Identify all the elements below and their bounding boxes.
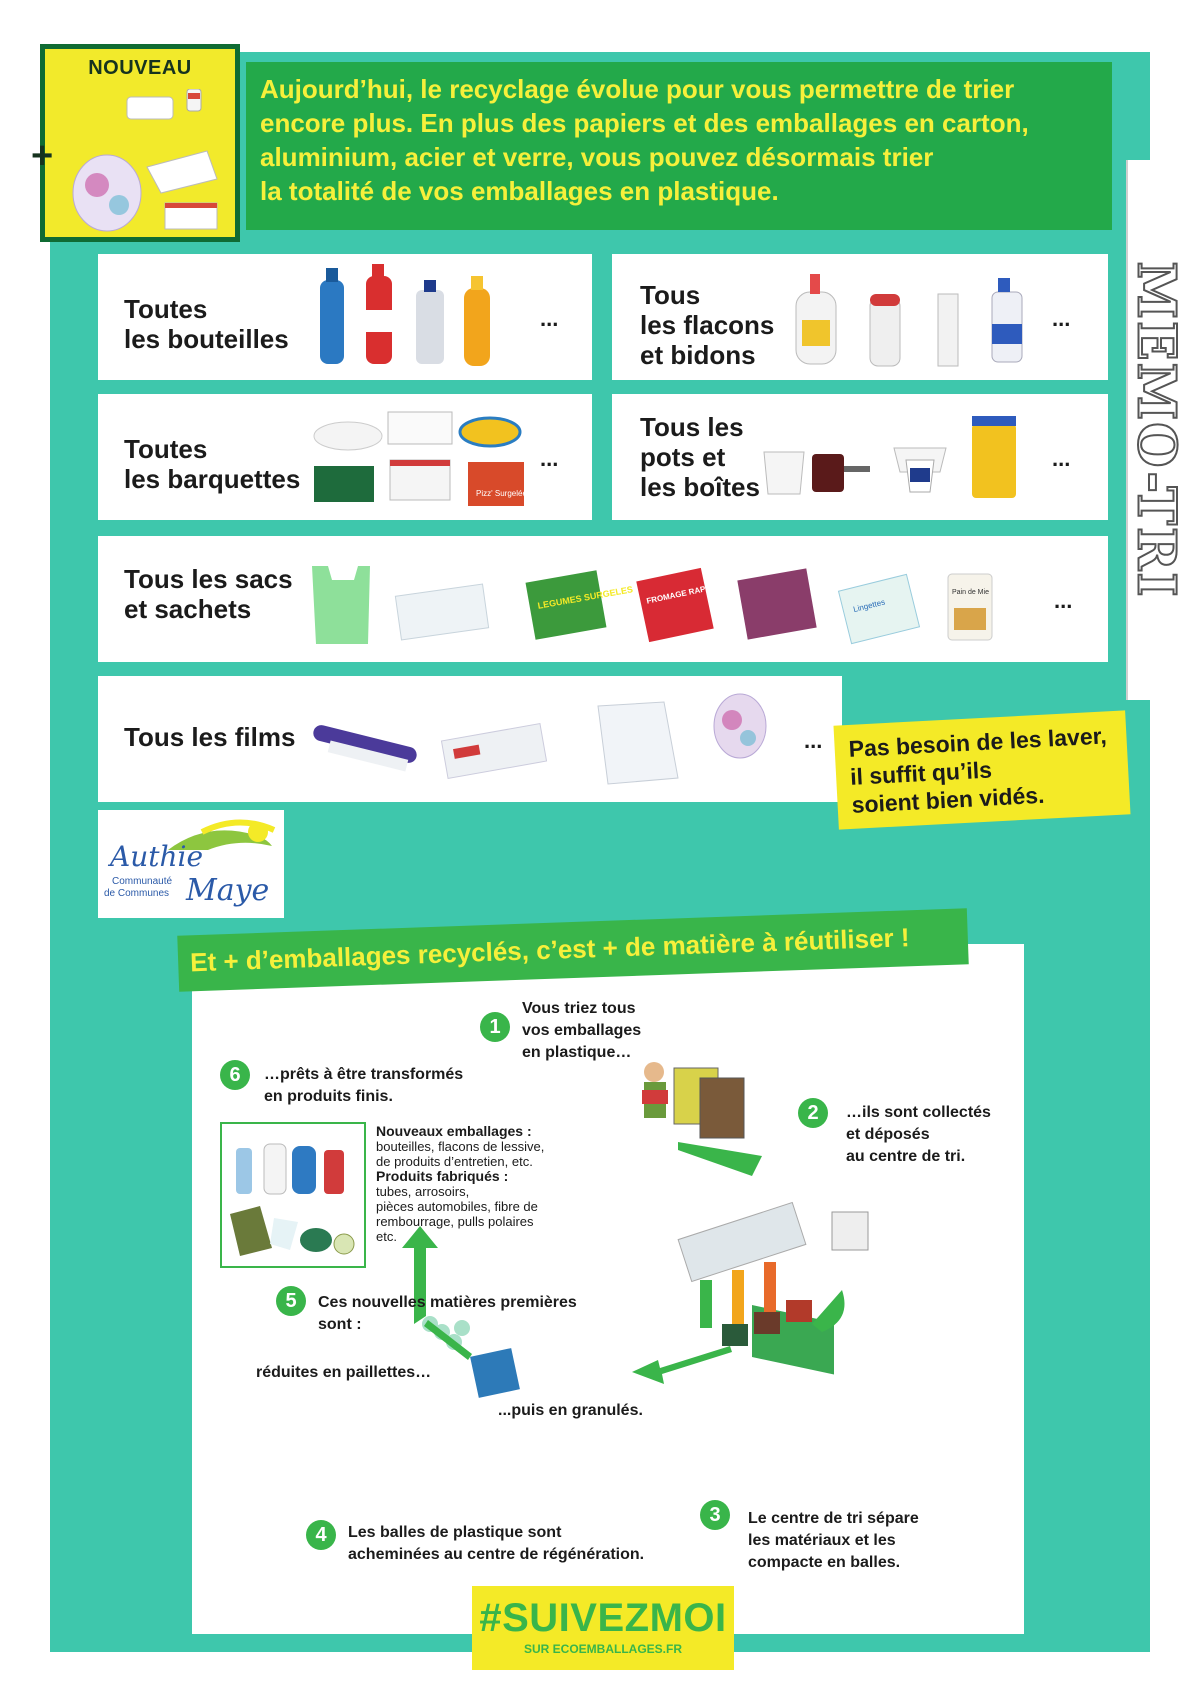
no-wash-text <box>848 721 1122 819</box>
product-line: rembourrage, pulls polaires <box>376 1214 534 1229</box>
label-line: les flacons <box>640 310 775 340</box>
step-1-text <box>522 998 641 1064</box>
step-3-text <box>748 1508 919 1574</box>
finished-products-illustration <box>220 1122 366 1268</box>
sacs-illustration <box>308 546 1048 656</box>
label-line: pots et <box>640 442 726 472</box>
step-6-text <box>264 1064 463 1108</box>
pizza-label: Pizz' Surgelée <box>476 489 527 498</box>
intro-line: aluminium, acier et verre, vous pouvez désormais trier <box>260 142 934 172</box>
packaging-illustration <box>67 89 227 235</box>
step-line: en produits finis. <box>264 1088 393 1105</box>
card-bouteilles <box>98 254 592 380</box>
more-dots: ... <box>540 446 559 471</box>
step-4-number: 4 <box>306 1520 336 1550</box>
more-dots: ... <box>804 728 823 753</box>
pain-label: Pain de Mie <box>952 589 989 596</box>
new-packaging-title: Nouveaux emballages : <box>376 1123 532 1139</box>
logo-name2: Maye <box>186 873 270 908</box>
product-line: de produits d’entretien, etc. <box>376 1154 533 1169</box>
intro-text <box>260 72 1100 208</box>
no-wash-note <box>833 710 1130 829</box>
flacons-illustration <box>788 264 1048 374</box>
step-line: acheminées au centre de régénération. <box>348 1546 645 1563</box>
memo-tri-label <box>1125 160 1187 700</box>
product-line: etc. <box>376 1229 397 1244</box>
label-line: Tous <box>640 280 701 310</box>
label-line: Toutes <box>124 434 208 464</box>
card-barquettes-label <box>124 434 300 494</box>
pots-illustration <box>756 408 1046 516</box>
step-line: les matériaux et les <box>748 1532 896 1549</box>
label-line: les bouteilles <box>124 324 289 354</box>
note-line: soient bien vidés. <box>850 781 1046 818</box>
note-line: Pas besoin de les laver, <box>848 722 1108 762</box>
product-line: pièces automobiles, fibre de <box>376 1199 538 1214</box>
made-products-title: Produits fabriqués : <box>376 1168 509 1184</box>
step-line: en plastique… <box>522 1044 632 1061</box>
card-bouteilles-label <box>124 294 289 354</box>
hashtag: #SUIVEZMOI <box>479 1596 727 1640</box>
label-line: Toutes <box>124 294 208 324</box>
step-3-number: 3 <box>700 1500 730 1530</box>
step-5-text <box>318 1292 577 1336</box>
nouveau-box <box>31 44 240 242</box>
step-6-number: 6 <box>220 1060 250 1090</box>
card-films-label <box>124 722 295 752</box>
memo-tri-text: MEMO-TRI <box>1125 261 1187 599</box>
fromage-label: FROMAGE RAPE <box>645 583 712 606</box>
films-illustration <box>308 682 868 796</box>
step-line: Vous triez tous <box>522 1000 636 1017</box>
label-line: et bidons <box>640 340 756 370</box>
intro-panel <box>246 62 1112 230</box>
logo-name1: Authie <box>110 840 204 873</box>
note-line: il suffit qu’ils <box>849 756 993 790</box>
step-line: …ils sont collectés <box>846 1104 991 1121</box>
plus-icon: + <box>31 135 54 177</box>
step-line: et déposés <box>846 1126 930 1143</box>
hashtag-sub: SUR ECOEMBALLAGES.FR <box>523 1642 682 1656</box>
logo-sub1: Communauté <box>112 876 173 887</box>
label-line: Tous les films <box>124 722 296 752</box>
card-sacs-label <box>124 564 293 624</box>
intro-line: encore plus. En plus des papiers et des emballages en carton, <box>260 108 1029 138</box>
product-line: tubes, arrosoirs, <box>376 1184 470 1199</box>
card-flacons <box>612 254 1108 380</box>
card-flacons-label <box>640 280 774 370</box>
step-2-number: 2 <box>798 1098 828 1128</box>
products-list <box>376 1124 596 1244</box>
suivezmoi-box <box>472 1586 734 1670</box>
card-barquettes <box>98 394 592 520</box>
step-1-number: 1 <box>480 1012 510 1042</box>
step-line: vos emballages <box>522 1022 642 1039</box>
card-sacs <box>98 536 1108 662</box>
step-line: compacte en balles. <box>748 1554 901 1571</box>
product-line: bouteilles, flacons de lessive, <box>376 1139 545 1154</box>
step-line: au centre de tri. <box>846 1148 966 1165</box>
label-line: Tous les sacs <box>124 564 293 594</box>
logo-graphic <box>98 810 284 918</box>
label-line: et sachets <box>124 594 252 624</box>
reuse-banner-text: Et + d’emballages recyclés, c’est + de matière à réutiliser ! <box>189 922 911 978</box>
more-dots: ... <box>1052 446 1071 471</box>
legumes-label: LEGUMES SURGELES <box>536 584 634 611</box>
card-pots <box>612 394 1108 520</box>
step-2-text <box>846 1102 991 1168</box>
logo-sub2: de Communes <box>104 888 170 899</box>
authie-maye-logo <box>98 810 284 918</box>
label-line: les boîtes <box>640 472 760 502</box>
granules-text: ...puis en granulés. <box>498 1402 643 1419</box>
step-line: sont : <box>318 1316 362 1333</box>
step-4-text <box>348 1522 644 1566</box>
bottles-illustration <box>308 262 508 374</box>
step-line: …prêts à être transformés <box>264 1066 464 1083</box>
card-pots-label <box>640 412 760 502</box>
more-dots: ... <box>1054 588 1073 613</box>
step-line: Ces nouvelles matières premières <box>318 1294 577 1311</box>
label-line: Tous les <box>640 412 744 442</box>
lingettes-label: Lingettes <box>852 597 887 615</box>
more-dots: ... <box>540 306 559 331</box>
step-line: Le centre de tri sépare <box>748 1510 919 1527</box>
more-dots: ... <box>1052 306 1071 331</box>
label-line: les barquettes <box>124 464 301 494</box>
card-films <box>98 676 842 802</box>
barquettes-illustration <box>308 402 538 516</box>
step-5-number: 5 <box>276 1286 306 1316</box>
flakes-text: réduites en paillettes… <box>256 1364 432 1381</box>
intro-line: la totalité de vos emballages en plastique. <box>260 176 779 206</box>
nouveau-title: NOUVEAU <box>88 57 192 79</box>
step-line: Les balles de plastique sont <box>348 1524 562 1541</box>
intro-line: Aujourd’hui, le recyclage évolue pour vous permettre de trier <box>260 74 1015 104</box>
